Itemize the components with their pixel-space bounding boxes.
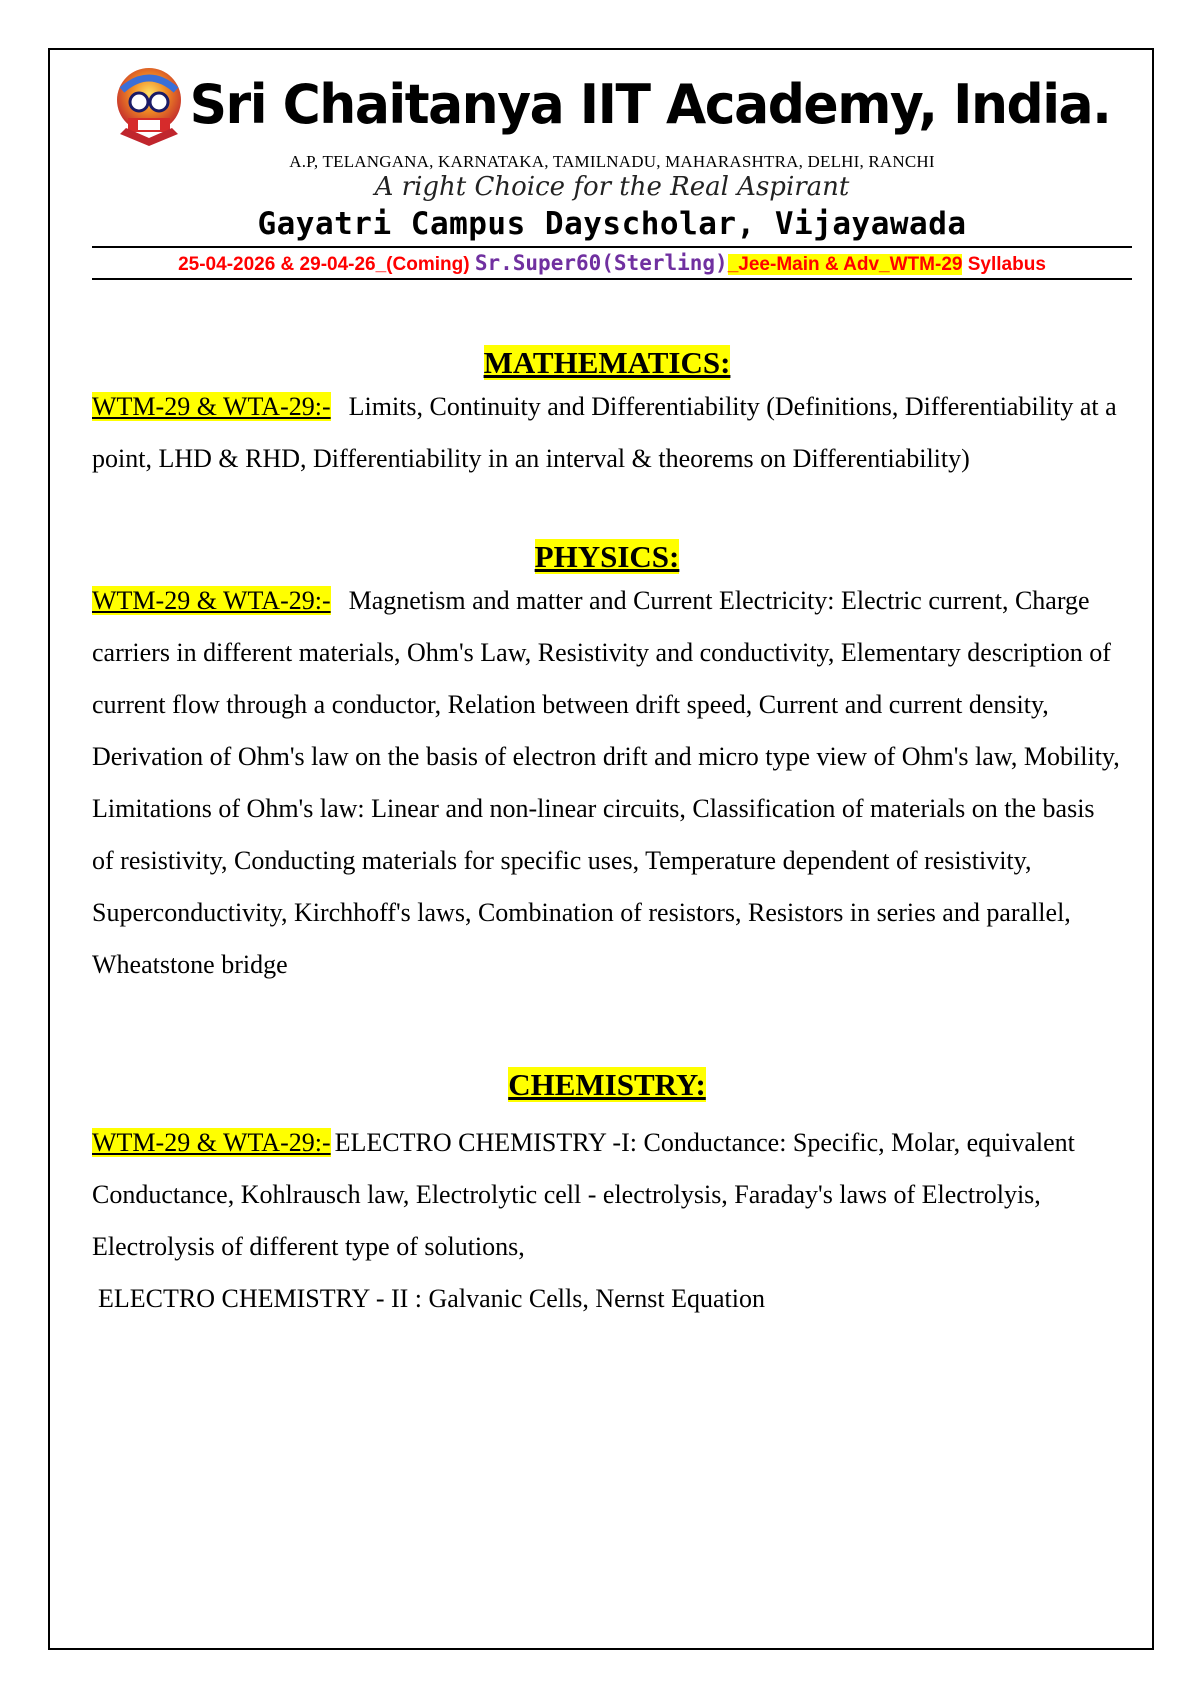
test-tag: WTM-29 & WTA-29:- — [92, 1128, 331, 1157]
mathematics-section — [92, 345, 1122, 485]
tagline: A right Choice for the Real Aspirant — [374, 172, 850, 202]
batch-line — [92, 246, 1132, 280]
states-list: A.P, TELANGANA, KARNATAKA, TAMILNADU, MAHARASHTRA, DELHI, RANCHI — [289, 152, 935, 171]
chemistry-section — [92, 1067, 1122, 1325]
physics-section — [92, 539, 1122, 991]
topic-text: Magnetism and matter and Current Electricity: Electric current, Charge carriers in different materials, Ohm's Law, Resistivity and conductivity, Elementary description of current flow through a conductor, Relation between drift speed, Current and current density, Derivation of Ohm's law on the basis of electron drift and micro type view of Ohm's law, Mobility, Limitations of Ohm's law: Linear and non-linear circuits, Classification of materials on the basis of resistivity, Conducting materials for specific uses, Temperature dependent of resistivity, Superconductivity, Kirchhoff's laws, Combination of resistors, Resistors in series and parallel, Wheatstone bridge — [92, 586, 1120, 979]
section-heading: MATHEMATICS: — [483, 345, 731, 380]
section-text — [92, 575, 1122, 991]
document-header — [92, 62, 1132, 280]
campus-name: Gayatri Campus Dayscholar, Vijayawada — [257, 206, 967, 242]
syllabus-content — [92, 345, 1122, 1325]
batch-dates: 25-04-2026 & 29-04-26_(Coming) — [178, 254, 470, 275]
section-heading: CHEMISTRY: — [508, 1067, 706, 1102]
test-tag: WTM-29 & WTA-29:- — [92, 392, 331, 421]
institute-name: Sri Chaitanya IIT Academy, India. — [189, 73, 1111, 137]
section-text — [92, 1117, 1122, 1273]
section-text-2: ELECTRO CHEMISTRY - II : Galvanic Cells, Nernst Equation — [98, 1284, 765, 1313]
topic-text: Limits, Continuity and Differentiability (Definitions, Differentiability at a point, LHD & RHD, Differentiability in an interval & theorems on Differentiability) — [92, 392, 1117, 473]
institute-logo-icon — [114, 62, 184, 148]
topic-text: ELECTRO CHEMISTRY -I: Conductance: Specific, Molar, equivalent Conductance, Kohlrausch law, Electrolytic cell - electrolysis, Faraday's laws of Electrolyis, Electrolysis of different type of solutions, — [92, 1128, 1075, 1261]
title-row — [92, 62, 1132, 148]
batch-suffix: Syllabus — [967, 254, 1046, 275]
section-text — [92, 381, 1122, 485]
test-tag: WTM-29 & WTA-29:- — [92, 586, 331, 615]
batch-name: Sr.Super60(Sterling) — [474, 251, 728, 275]
batch-exam: _Jee-Main & Adv_WTM-29 — [727, 254, 963, 275]
section-heading: PHYSICS: — [534, 539, 680, 574]
